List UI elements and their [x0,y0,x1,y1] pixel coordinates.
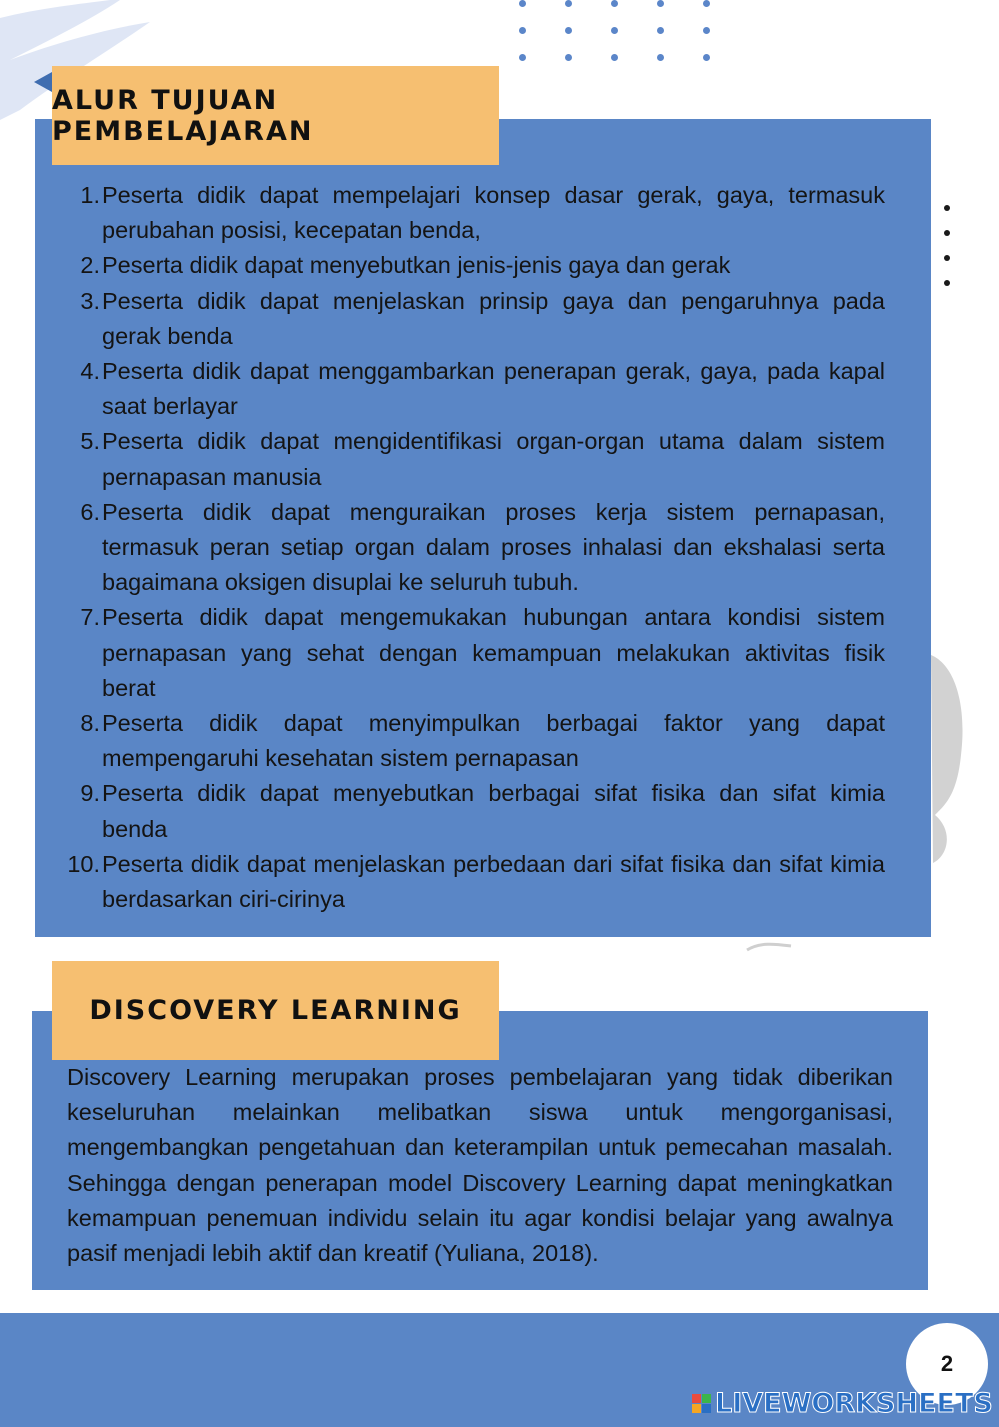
list-item-text: Peserta didik dapat menjelaskan perbedaan dari sifat fisika dan sifat kimia berdasarkan ciri-cirinya [102,850,885,913]
list-item-number: 9. [80,780,100,807]
list-item [62,706,885,776]
list-item [62,354,885,424]
list-item [62,424,885,494]
list-item [62,495,885,601]
list-item-text: Peserta didik dapat mengidentifikasi organ-organ utama dalam sistem pernapasan manusia [102,428,885,490]
list-item-number: 2. [80,252,100,279]
watermark-text: LIVEWORKSHEETS [715,1387,993,1419]
discovery-learning-paragraph: Discovery Learning merupakan proses pembelajaran yang tidak diberikan keseluruhan melainkan melibatkan siswa untuk mengorganisasi, mengembangkan pengetahuan dan keterampilan untuk pemecahan masalah. Sehingga dengan penerapan model Discovery Learning dapat meningkatkan kemampuan penemuan individu selain itu agar kondisi belajar yang awalnya pasif menjadi lebih aktif dan kreatif (Yuliana, 2018). [67,1064,893,1267]
list-item-text: Peserta didik dapat menggambarkan penerapan gerak, gaya, pada kapal saat berlayar [102,358,885,420]
list-item [62,178,885,248]
list-item-text: Peserta didik dapat menguraikan proses kerja sistem pernapasan, termasuk peran setiap organ dalam proses inhalasi dan ekshalasi serta bagaimana oksigen disuplai ke seluruh tubuh. [102,498,885,596]
list-item-text: Peserta didik dapat menyimpulkan berbagai faktor yang dapat mempengaruhi kesehatan sistem pernapasan [102,710,885,772]
list-item [62,776,885,846]
learning-objectives-list [62,178,885,917]
grey-swoosh-decoration [745,938,795,958]
list-item-number: 1. [80,182,100,208]
discovery-learning-heading: DISCOVERY LEARNING [52,961,499,1060]
list-item-text: Peserta didik dapat menjelaskan prinsip gaya dan pengaruhnya pada gerak benda [102,287,885,349]
list-item-number: 4. [80,358,100,385]
liveworksheets-logo-icon [692,1394,711,1413]
watermark [692,1385,993,1421]
list-item [62,847,885,917]
list-item-number: 3. [80,287,100,314]
list-item [62,600,885,706]
list-item-text: Peserta didik dapat menyebutkan jenis-jenis gaya dan gerak [102,252,731,279]
list-item-number: 10. [67,850,100,877]
list-item-text: Peserta didik dapat mengemukakan hubungan antara kondisi sistem pernapasan yang sehat dengan kemampuan melakukan aktivitas fisik berat [102,604,885,701]
list-item-number: 8. [80,710,100,737]
page-number: 2 [906,1323,988,1405]
list-item-number: 6. [80,498,100,525]
list-item-text: Peserta didik dapat mempelajari konsep dasar gerak, gaya, termasuk perubahan posisi, kecepatan benda, [102,182,885,244]
learning-objectives-heading: ALUR TUJUAN PEMBELAJARAN [52,66,499,165]
list-item [62,248,885,283]
list-item-number: 5. [80,428,100,455]
list-item [62,284,885,354]
list-item-number: 7. [80,604,100,631]
list-item-text: Peserta didik dapat menyebutkan berbagai sifat fisika dan sifat kimia benda [102,780,885,842]
grey-shape-decoration [925,655,970,865]
